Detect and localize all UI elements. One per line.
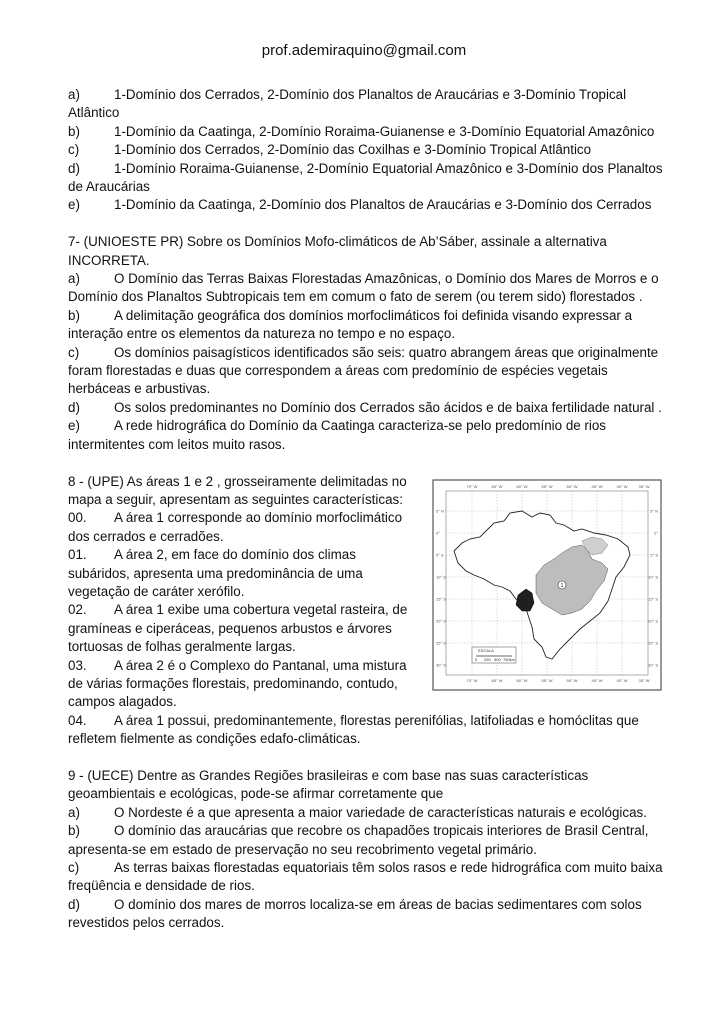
right-latitude-label: 0°: [654, 530, 658, 535]
q9-option-a: a) O Nordeste é a que apresenta a maior variedade de características naturais e ecológicas.: [68, 804, 647, 820]
question-9: [68, 767, 664, 933]
left-latitude-label: 5° N: [436, 508, 444, 513]
right-latitude-label: 30° S: [648, 662, 658, 667]
q6-option-b: b) 1-Domínio da Caatinga, 2-Domínio Roraima-Guianense e 3-Domínio Equatorial Amazônico: [68, 123, 655, 139]
q9-option-d: d) O domínio dos mares de morros localiza-se em áreas de bacias sedimentares com solos revestidos pelos cerrados.: [68, 896, 642, 931]
left-latitude-label: 15° S: [436, 596, 446, 601]
top-longitude-label: 45° W: [591, 483, 603, 489]
q7-option-b: b) A delimitação geográfica dos domínios morfoclimáticos foi definida visando expressar a interação entre os elementos da natureza no tempo e no espaço.: [68, 307, 633, 342]
q8-option-03: 03. A área 2 é o Complexo do Pantanal, uma mistura de várias formações florestais, predominando, contudo, campos alagados.: [68, 657, 407, 710]
scale-tick-250: 250: [484, 656, 491, 662]
bottom-longitude-label: 65° W: [491, 677, 503, 683]
question-8: [68, 473, 664, 749]
q6-option-c: c) 1-Domínio dos Cerrados, 2-Domínio das Coxilhas e 3-Domínio Tropical Atlântico: [68, 142, 592, 158]
top-longitude-label: 35° W: [638, 483, 650, 489]
q9-option-c: c) As terras baixas florestadas equatoriais têm solos rasos e rede hidrográfica com muito baixa freqüência e densidade de rios.: [68, 860, 663, 894]
bottom-longitude-label: 40° W: [616, 677, 628, 683]
right-latitude-label: 5° S: [650, 552, 658, 557]
q8-text: [68, 473, 420, 712]
top-longitude-label: 70° W: [466, 483, 478, 489]
q6-options: [68, 86, 664, 215]
q9-option-b: b) O domínio das araucárias que recobre os chapadões tropicais interiores de Brasil Central, apresenta-se em estado de preservação no seu recobrimento vegetal primário.: [68, 823, 649, 857]
left-latitude-label: 25° S: [436, 640, 446, 645]
question-7: [68, 233, 664, 454]
q7-option-a: a) O Domínio das Terras Baixas Florestadas Amazônicas, o Domínio dos Mares de Morros e o Domínio dos Planaltos Subtropicais tem em comum o fato de serem (ou terem sido) florestados .: [68, 271, 659, 305]
q7-option-d: d) Os solos predominantes no Domínio dos Cerrados são ácidos e de baixa fertilidade natural .: [68, 399, 662, 415]
q6-option-e: e) 1-Domínio da Caatinga, 2-Domínio dos Planaltos de Araucárias e 3-Domínio dos Cerrados: [68, 197, 652, 213]
scale-tick-0: 0: [475, 656, 478, 662]
bottom-longitude-label: 70° W: [466, 677, 478, 683]
header-email: prof.ademiraquino@gmail.com: [261, 42, 467, 59]
right-latitude-label: 15° S: [648, 596, 658, 601]
top-longitude-label: 50° W: [566, 483, 578, 489]
q8-option-01: 01. A área 2, em face do domínio dos climas subáridos, apresenta uma predominância de uma vegetação de caráter xerófilo.: [68, 547, 363, 599]
scale-tick-750km: 750km: [503, 656, 516, 662]
left-latitude-label: 10° S: [436, 574, 446, 579]
q6-option-a: a) 1-Domínio dos Cerrados, 2-Domínio dos Planaltos de Araucárias e 3-Domínio Tropical Atlântico: [68, 87, 627, 121]
left-latitude-label: 20° S: [436, 618, 446, 623]
top-longitude-label: 40° W: [616, 483, 628, 489]
scale-tick-500: 500: [494, 656, 501, 662]
q6-option-d: d) 1-Domínio Roraima-Guianense, 2-Domínio Equatorial Amazônico e 3-Domínio dos Planaltos de Araucárias: [68, 160, 663, 195]
top-longitude-label: 60° W: [516, 483, 528, 489]
q8-option-02: 02. A área 1 exibe uma cobertura vegetal rasteira, de gramíneas e ciperáceas, pequenos arbustos e árvores tortuosas de folhas geralmente largas.: [68, 602, 408, 655]
bottom-longitude-label: 35° W: [638, 677, 650, 683]
left-latitude-label: 0°: [436, 530, 440, 535]
top-longitude-label: 65° W: [491, 483, 503, 489]
q8-option-04: 04. A área 1 possui, predominantemente, florestas perenifólias, latifoliadas e homóclitas que refletem fielmente as condições edafo-climáticas.: [68, 712, 639, 747]
right-latitude-label: 20° S: [648, 618, 658, 623]
q8-option-00: 00. A área 1 corresponde ao domínio morfoclimático dos cerrados e cerradões.: [68, 510, 403, 544]
bottom-longitude-label: 60° W: [516, 677, 528, 683]
q7-stem: 7- (UNIOESTE PR) Sobre os Domínios Mofo-climáticos de Ab’Sáber, assinale a alternativa INCORRETA.: [68, 234, 607, 268]
q9-stem: 9 - (UECE) Dentre as Grandes Regiões brasileiras e com base nas suas características geoambientais e ecológicas, pode-se afirmar corretamente que: [68, 767, 589, 802]
brazil-map: [432, 479, 662, 691]
area-1-label: 1: [560, 582, 564, 589]
right-latitude-label: 25° S: [648, 640, 658, 645]
right-latitude-label: 5° N: [650, 508, 658, 513]
q7-option-e: e) A rede hidrográfica do Domínio da Caatinga caracteriza-se pelo predomínio de rios intermitentes com leitos muito rasos.: [68, 418, 607, 452]
q8-stem: 8 - (UPE) As áreas 1 e 2 , grosseiramente delimitadas no mapa a seguir, apresentam as seguintes características:: [68, 473, 407, 507]
map-scale-box: [472, 647, 516, 663]
left-latitude-label: 30° S: [436, 662, 446, 667]
bottom-longitude-label: 50° W: [566, 677, 578, 683]
bottom-longitude-label: 45° W: [591, 677, 603, 683]
right-latitude-label: 10° S: [648, 574, 658, 579]
scale-title: ESCALA: [478, 647, 494, 653]
top-longitude-label: 55° W: [541, 483, 553, 489]
left-latitude-label: 5° S: [436, 552, 444, 557]
bottom-longitude-label: 55° W: [541, 677, 553, 683]
q7-option-c: c) Os domínios paisagísticos identificados são seis: quatro abrangem áreas que originalmente foram florestadas e duas que correspondem a áreas com predomínio de espécies vegetais herbáceas e arbustivas.: [68, 344, 659, 397]
document-content: [68, 86, 664, 933]
